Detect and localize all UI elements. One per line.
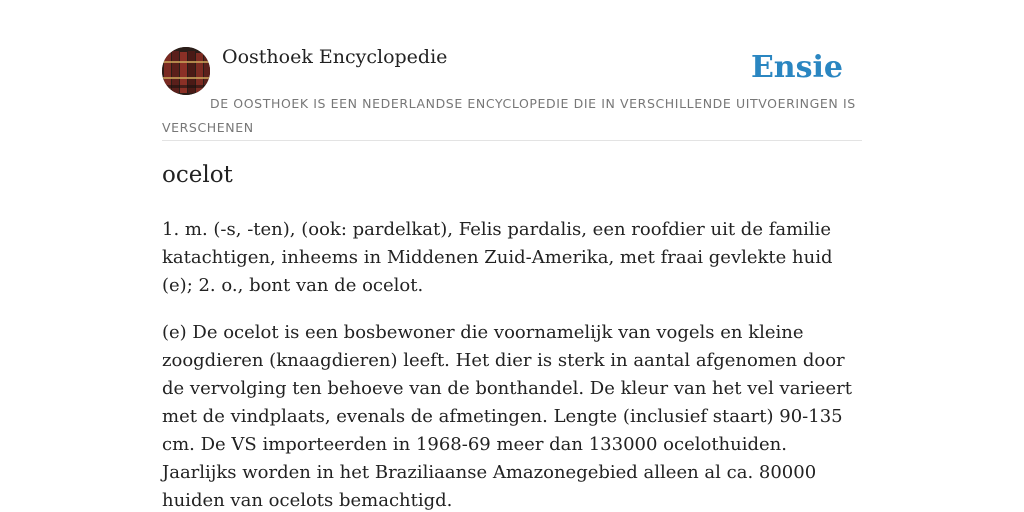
entry-description: (e) De ocelot is een bosbewoner die voornamelijk van vogels en kleine zoogdieren (knaagdieren) leeft. Het dier is sterk in aantal afgenomen door de vervolging ten behoeve van de bonthandel. De kleur van het vel varieert met de vindplaats, evenals de afmetingen. Lengte (inclusief staart) 90-135 cm. De VS importeerden in 1968-69 meer dan 133000 ocelothuiden. Jaarlijks worden in het Braziliaanse Amazonegebied alleen al ca. 80000 huiden van ocelots bemachtigd. xyxy=(162,322,852,511)
entry-definition: 1. m. (-s, -ten), (ook: pardelkat), Felis pardalis, een roofdier uit de familie katachtigen, inheems in Middenen Zuid-Amerika, met fraai gevlekte huid (e); 2. o., bont van de ocelot. xyxy=(162,219,833,296)
ensie-logo[interactable]: Ensie xyxy=(750,50,843,85)
source-tagline: DE OOSTHOEK IS EEN NEDERLANDSE ENCYCLOPEDIE DIE IN VERSCHILLENDE UITVOERINGEN IS VERSCHENEN xyxy=(162,96,856,135)
source-header xyxy=(162,44,862,141)
source-name[interactable]: Oosthoek Encyclopedie xyxy=(222,46,448,68)
encyclopedia-books-icon[interactable] xyxy=(162,47,210,95)
entry-title: ocelot xyxy=(162,162,233,188)
